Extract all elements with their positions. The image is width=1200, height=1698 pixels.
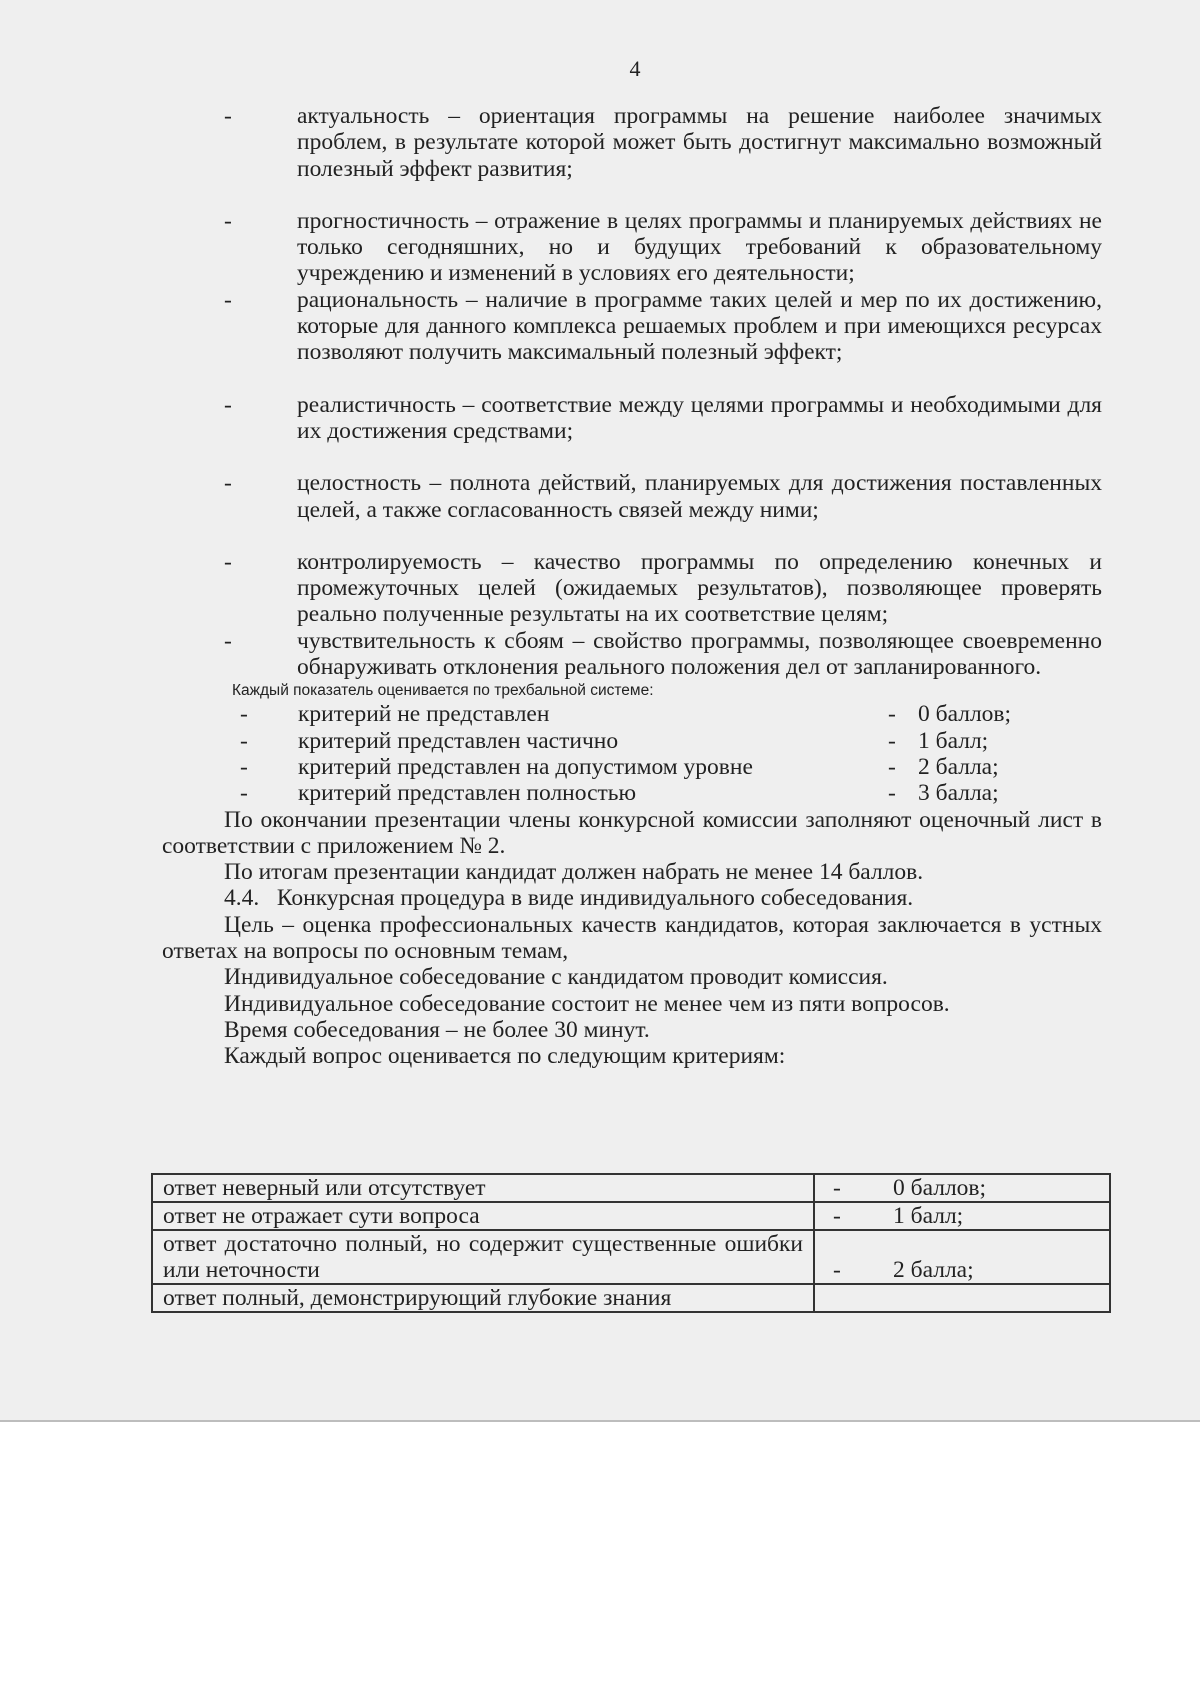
score-value: 1 балл;: [893, 1203, 964, 1229]
table-row: [152, 1230, 1110, 1284]
table-cell-criterion: ответ достаточно полный, но содержит существенные ошибки или неточности: [152, 1230, 814, 1284]
criterion-item: [162, 549, 1102, 628]
paragraph: Цель – оценка профессиональных качеств кандидатов, которая заключается в устных ответах на вопросы по основным темам,: [162, 911, 1102, 965]
bullet-dash: -: [224, 103, 232, 129]
score-criterion: критерий представлен на допустимом уровне: [298, 753, 753, 780]
page-number: 4: [629, 56, 641, 81]
criterion-item: [162, 628, 1102, 681]
score-criterion: критерий представлен полностью: [298, 780, 637, 807]
criterion-text: рациональность – наличие в программе таких целей и мер по их достижению, которые для данного комплекса решаемых проблем и при имеющихся ресурсах позволяют получить максимальный полезный эффект;: [297, 286, 1102, 366]
score-dash: -: [888, 780, 896, 807]
table-cell-score: [814, 1202, 1110, 1230]
criterion-text: чувствительность к сбоям – свойство программы, позволяющее своевременно обнаруживать отклонения реального положения дел от запланированного.: [297, 627, 1102, 681]
table-cell-criterion: ответ неверный или отсутствует: [152, 1174, 814, 1202]
criterion-text: контролируемость – качество программы по определению конечных и промежуточных целей (ожидаемых результатов), позволяющее проверять реально полученные результаты на их соответствие целям;: [297, 548, 1102, 628]
bullet-dash: -: [240, 780, 248, 807]
score-dash: -: [888, 753, 896, 780]
bullet-dash: -: [240, 727, 248, 754]
criterion-item: [162, 103, 1102, 182]
paragraph: По окончании презентации члены конкурсной комиссии заполняют оценочный лист в соответствии с приложением № 2.: [162, 806, 1102, 859]
score-row: [162, 728, 1102, 754]
bullet-dash: -: [240, 701, 248, 728]
table-cell-score: [814, 1230, 1110, 1284]
bullet-dash: -: [224, 391, 232, 418]
score-value: 2 балла;: [918, 753, 999, 780]
table-cell-score: [814, 1284, 1110, 1312]
score-row: [162, 754, 1102, 780]
paragraph: По итогам презентации кандидат должен набрать не менее 14 баллов.: [224, 859, 924, 886]
score-value: 1 балл;: [918, 727, 989, 754]
score-value: 2 балла;: [893, 1257, 974, 1283]
bullet-dash: -: [224, 286, 232, 313]
scoring-note: Каждый показатель оценивается по трехбальной системе:: [232, 682, 654, 700]
score-dash: -: [833, 1203, 841, 1229]
score-dash: -: [833, 1175, 841, 1201]
score-criterion: критерий не представлен: [298, 701, 550, 728]
paragraph: Время собеседования – не более 30 минут.: [224, 1016, 650, 1043]
criterion-item: [162, 470, 1102, 523]
criterion-text: целостность – полнота действий, планируемых для достижения поставленных целей, а также согласованность связей между ними;: [297, 470, 1102, 523]
bullet-dash: -: [224, 207, 232, 234]
bullet-dash: -: [224, 470, 232, 497]
bullet-dash: -: [224, 548, 232, 575]
document-body: [162, 103, 1102, 1070]
table-row: [152, 1174, 1110, 1202]
table-row: [152, 1284, 1110, 1312]
criterion-item: [162, 287, 1102, 366]
score-value: 3 балла;: [918, 780, 999, 807]
criterion-item: [162, 208, 1102, 287]
score-value: 0 баллов;: [918, 701, 1012, 728]
table-cell-score: [814, 1174, 1110, 1202]
bullet-dash: -: [240, 753, 248, 780]
table-cell-criterion: ответ не отражает сути вопроса: [152, 1202, 814, 1230]
score-dash: -: [833, 1257, 841, 1283]
criterion-text: реалистичность – соответствие между целями программы и необходимыми для их достижения средствами;: [297, 391, 1102, 444]
paragraph: Каждый вопрос оценивается по следующим критериям:: [224, 1043, 786, 1070]
criterion-item: [162, 392, 1102, 445]
criterion-text: актуальность – ориентация программы на решение наиболее значимых проблем, в результате которой может быть достигнут максимально возможный полезный эффект развития;: [297, 103, 1102, 182]
score-dash: -: [888, 727, 896, 754]
score-value: 0 баллов;: [893, 1175, 987, 1201]
score-criterion: критерий представлен частично: [298, 727, 619, 754]
paragraph: Индивидуальное собеседование с кандидатом проводит комиссия.: [224, 964, 888, 991]
answer-criteria-table: [151, 1173, 1111, 1313]
paragraph: Индивидуальное собеседование состоит не менее чем из пяти вопросов.: [224, 990, 950, 1017]
score-row: [162, 701, 1102, 727]
score-row: [162, 780, 1102, 806]
table-row: [152, 1202, 1110, 1230]
bullet-dash: -: [224, 627, 232, 654]
section-heading: 4.4. Конкурсная процедура в виде индивидуального собеседования.: [224, 885, 914, 912]
criterion-text: прогностичность – отражение в целях программы и планируемых действиях не только сегодняшних, но и будущих требований к образовательному учреждению и изменений в условиях его деятельности;: [297, 207, 1102, 287]
table-cell-criterion: ответ полный, демонстрирующий глубокие знания: [152, 1284, 814, 1312]
score-dash: -: [888, 701, 896, 728]
